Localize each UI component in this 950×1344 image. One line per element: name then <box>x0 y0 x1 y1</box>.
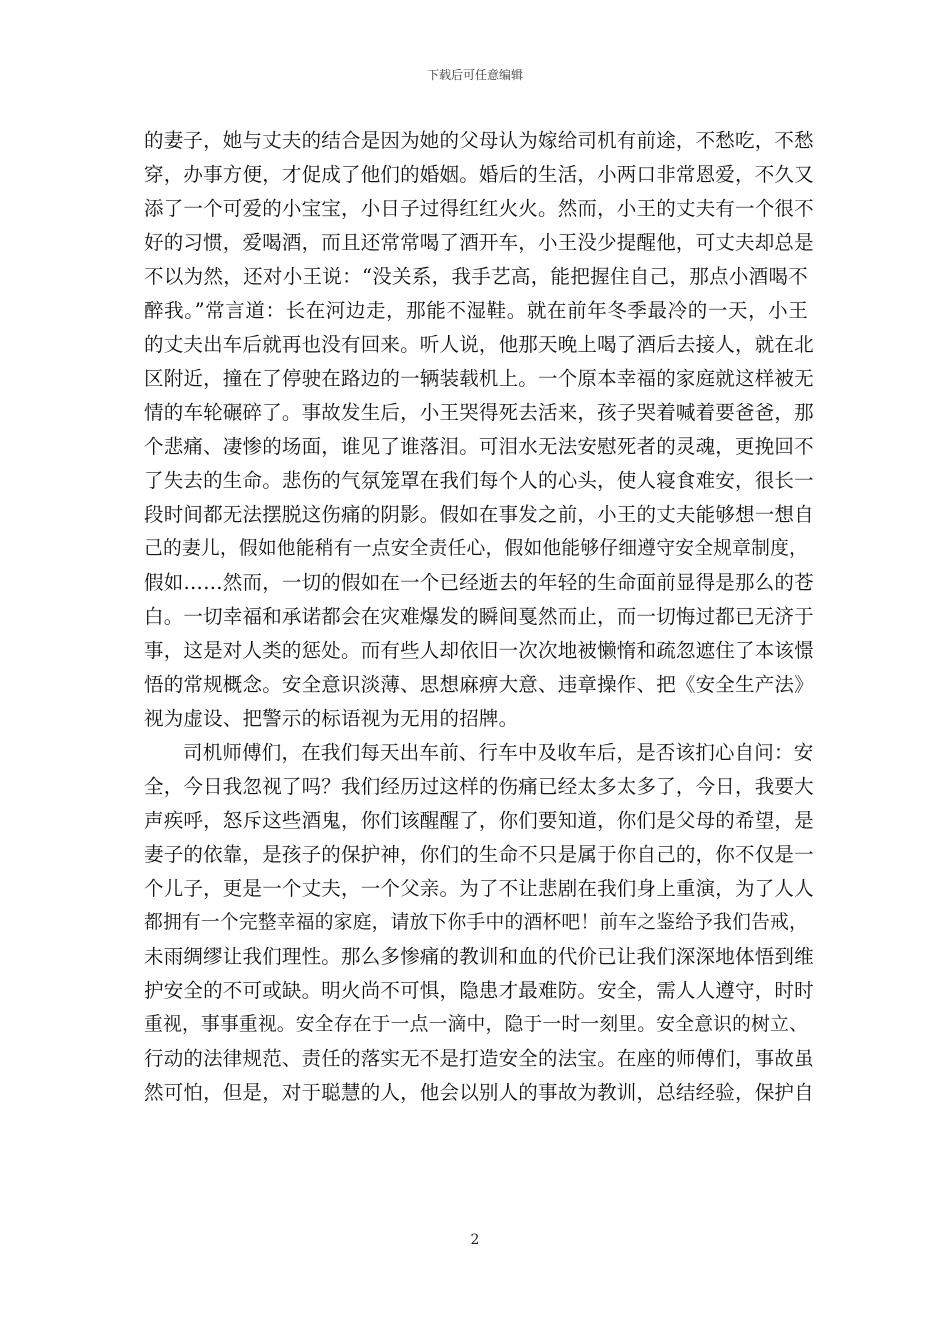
text-line: 醉我。”常言道：长在河边走，那能不湿鞋。就在前年冬季最冷的一天，小王 <box>144 299 808 322</box>
text-line: 悟的常规概念。安全意识淡薄、思想麻痹大意、违章操作、把《安全生产法》 <box>144 673 814 696</box>
text-line: 未雨绸缪让我们理性。那么多惨痛的教训和血的代价已让我们深深地体悟到维 <box>144 945 814 968</box>
text-line: 个儿子，更是一个丈夫，一个父亲。为了不让悲剧在我们身上重演，为了人人 <box>144 877 814 900</box>
text-line: 事，这是对人类的惩处。而有些人却依旧一次次地被懒惰和疏忽遮住了本该憬 <box>144 639 814 662</box>
text-line: 司机师傅们，在我们每天出车前、行车中及收车后，是否该扪心自问：安 <box>183 741 814 764</box>
text-line: 然可怕，但是，对于聪慧的人，他会以别人的事故为教训，总结经验，保护自 <box>144 1081 814 1104</box>
text-line: 不以为然，还对小王说：“没关系，我手艺高，能把握住自己，那点小酒喝不 <box>144 265 808 288</box>
text-line: 声疾呼，怒斥这些酒鬼，你们该醒醒了，你们要知道，你们是父母的希望，是 <box>144 809 814 832</box>
paragraph-1 <box>144 124 814 736</box>
text-line: 的妻子，她与丈夫的结合是因为她的父母认为嫁给司机有前途，不愁吃，不愁 <box>144 129 814 152</box>
text-line: 好的习惯，爱喝酒，而且还常常喝了酒开车，小王没少提醒他，可丈夫却总是 <box>144 231 814 254</box>
text-line: 都拥有一个完整幸福的家庭，请放下你手中的酒杯吧！前车之鉴给予我们告戒， <box>144 912 808 933</box>
text-line: 区附近，撞在了停驶在路边的一辆装载机上。一个原本幸福的家庭就这样被无 <box>144 367 814 390</box>
text-line: 段时间都无法摆脱这伤痛的阴影。假如在事发之前，小王的丈夫能够想一想自 <box>144 503 814 526</box>
document-body <box>144 124 814 1110</box>
text-line: 视为虚设、把警示的标语视为无用的招牌。 <box>144 707 519 730</box>
paragraph-2 <box>144 736 814 1110</box>
text-line: 穿，办事方便，才促成了他们的婚姻。婚后的生活，小两口非常恩爱，不久又 <box>144 163 814 186</box>
text-line: 白。一切幸福和承诺都会在灾难爆发的瞬间戛然而止，而一切悔过都已无济于 <box>144 605 814 628</box>
text-line: 的丈夫出车后就再也没有回来。听人说，他那天晚上喝了酒后去接人，就在北 <box>144 333 814 356</box>
text-line: 妻子的依靠，是孩子的保护神，你们的生命不只是属于你自己的，你不仅是一 <box>144 843 814 866</box>
text-line: 情的车轮碾碎了。事故发生后，小王哭得死去活来，孩子哭着喊着要爸爸，那 <box>144 401 814 424</box>
text-line: 全，今日我忽视了吗？我们经历过这样的伤痛已经太多太多了，今日，我要大 <box>144 775 814 798</box>
text-line: 假如……然而，一切的假如在一个已经逝去的年轻的生命面前显得是那么的苍 <box>144 571 814 594</box>
page-number: 2 <box>470 1232 480 1248</box>
text-line: 添了一个可爱的小宝宝，小日子过得红红火火。然而，小王的丈夫有一个很不 <box>144 197 814 220</box>
text-line: 重视，事事重视。安全存在于一点一滴中，隐于一时一刻里。安全意识的树立、 <box>144 1014 808 1035</box>
text-line: 护安全的不可或缺。明火尚不可惧，隐患才最难防。安全，需人人遵守，时时 <box>144 979 814 1002</box>
text-line: 行动的法律规范、责任的落实无不是打造安全的法宝。在座的师傅们，事故虽 <box>144 1047 814 1070</box>
page-header: 下载后可任意编辑 <box>426 68 523 82</box>
text-line: 己的妻儿，假如他能稍有一点安全责任心，假如他能够仔细遵守安全规章制度， <box>144 538 808 559</box>
text-line: 个悲痛、凄惨的场面，谁见了谁落泪。可泪水无法安慰死者的灵魂，更挽回不 <box>144 435 814 458</box>
text-line: 了失去的生命。悲伤的气氛笼罩在我们每个人的心头，使人寝食难安，很长一 <box>144 469 814 492</box>
